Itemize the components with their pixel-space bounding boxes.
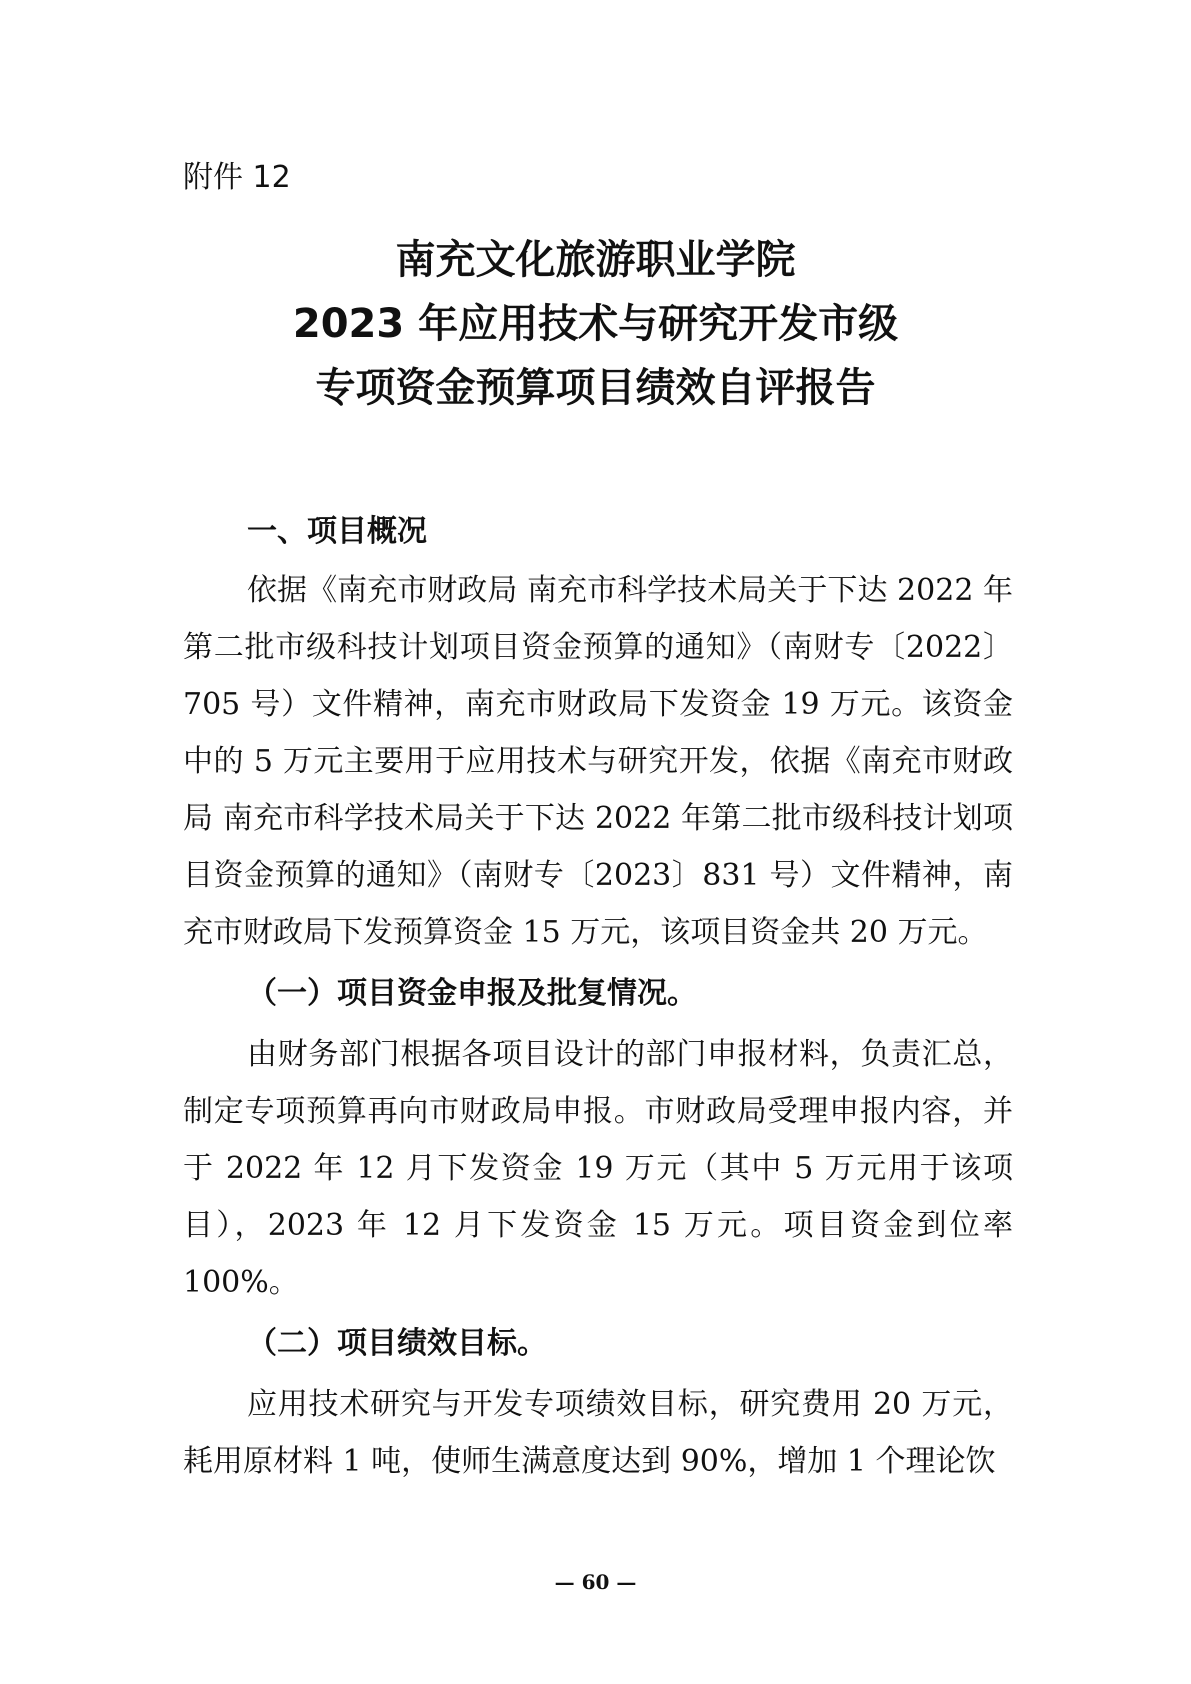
attachment-label: 附件 12 bbox=[183, 160, 291, 195]
report-body bbox=[183, 503, 1013, 1490]
section-heading-overview: 一、项目概况 bbox=[247, 514, 427, 549]
subheading-funding-application: （一）项目资金申报及批复情况。 bbox=[247, 976, 697, 1011]
report-title bbox=[0, 228, 1191, 420]
title-line-3: 专项资金预算项目绩效自评报告 bbox=[315, 365, 876, 411]
title-line-2: 2023 年应用技术与研究开发市级 bbox=[292, 301, 899, 347]
title-line-1: 南充文化旅游职业学院 bbox=[395, 237, 796, 283]
paragraph-funding-application: 由财务部门根据各项目设计的部门申报材料，负责汇总，制定专项预算再向市财政局申报。市财政局受理申报内容，并于 2022 年 12 月下发资金 19 万元（其中 5 万元用于该项目），2023 年 12 月下发资金 15 万元。项目资金到位率 100%。 bbox=[183, 1037, 1013, 1300]
subheading-performance-goals: （二）项目绩效目标。 bbox=[247, 1326, 547, 1361]
paragraph-funding-basis: 依据《南充市财政局 南充市科学技术局关于下达 2022 年第二批市级科技计划项目资金预算的通知》（南财专〔2022〕705 号）文件精神，南充市财政局下发资金 19 万元。该资金中的 5 万元主要用于应用技术与研究开发，依据《南充市财政局 南充市科学技术局关于下达 2022 年第二批市级科技计划项目资金预算的通知》（南财专〔2023〕831 号）文件精神，南充市财政局下发预算资金 15 万元，该项目资金共 20 万元。 bbox=[183, 573, 1013, 950]
page-number: — 60 — bbox=[554, 1570, 637, 1594]
paragraph-performance-goals: 应用技术研究与开发专项绩效目标，研究费用 20 万元，耗用原材料 1 吨，使师生满意度达到 90%，增加 1 个理论饮 bbox=[183, 1387, 1013, 1479]
